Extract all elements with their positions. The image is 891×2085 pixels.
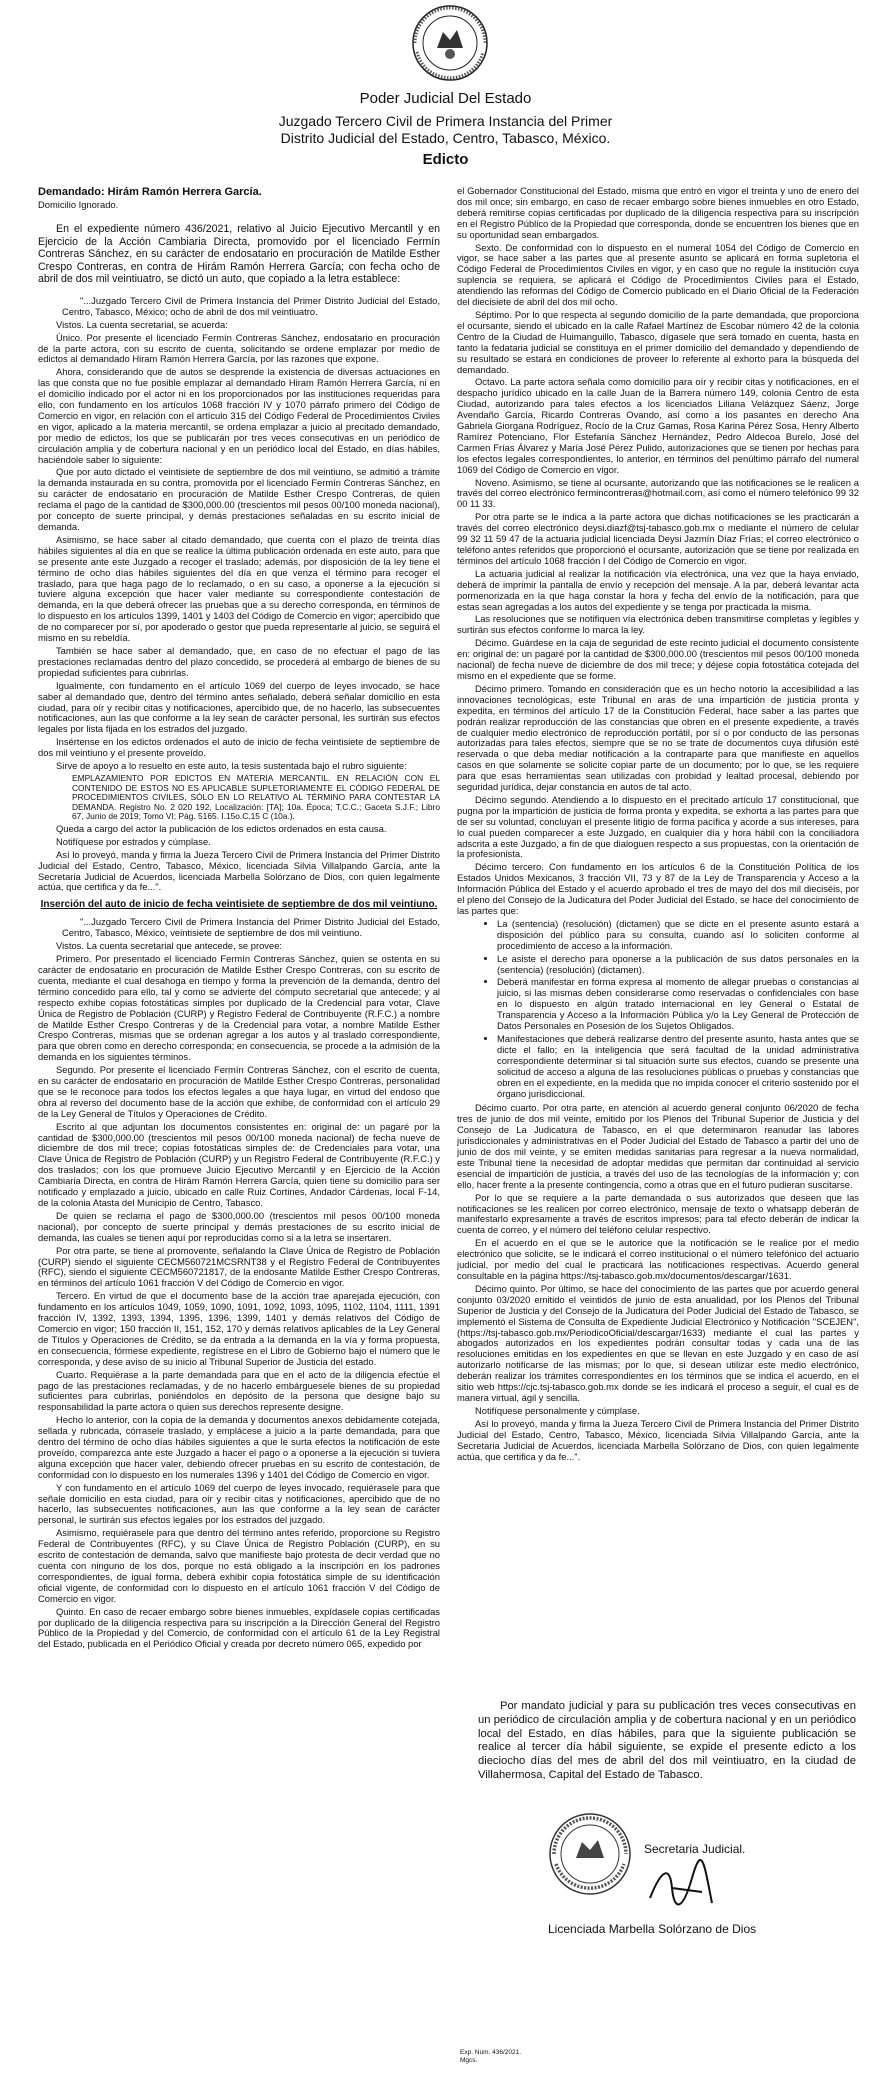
paragraph: Asimismo, se hace saber al citado demandado, que cuenta con el plazo de treinta días hábiles siguientes al día en que se realice la última publicación ordenada en este auto, para que se presente ante este Juzgado a recoger el traslado; además, por disposición de la ley tiene el término de ocho días hábiles siguientes del día en que venza el término para recoger el traslado, para que haga pago de lo reclamado, o en su caso, a oponerse a la ejecución si tuviere alguna excepción que hacer valer mediante su correspondiente contestación de demanda, en la que deberá ofrecer las pruebas que a su derecho corresponda, en términos de lo dispuesto en los artículos 1399, 1401 y 1403 del Código de Comercio en vigor; apercibido que de no comparecer por sí, por apoderado o gestor que pueda representarle al juicio, se seguirá el mismo en su rebeldía. (38, 533, 440, 644)
paragraph: Cuarto. Requiérase a la parte demandada para que en el acto de la diligencia efectúe el pago de las prestaciones reclamadas, y de no hacerlo embárguesele bienes de su propiedad suficientes para cubrirlas, poniéndolos en depósito de la persona que designe bajo su responsabilidad la parte actora o quien sus derechos represente designe. (38, 1368, 440, 1413)
court-name: Poder Judicial Del Estado (359, 90, 532, 107)
paragraph: Segundo. Por presente el licenciado Fermín Contreras Sánchez, con el escrito de cuenta, en su carácter de endosatario en procuración de Matilde Esther Crespo Contreras, personalidad que se le reconoce para todos los efectos legales a que haya lugar, en virtud del endoso que obra al reverso del documento base de la acción que exhibe, de conformidad con el artículo 29 de la Ley General de Títulos y Operaciones de Crédito. (38, 1064, 440, 1119)
paragraph: Así lo proveyó, manda y firma la Jueza Tercero Civil de Primera Instancia del Primer Distrito Judicial del Estado, Centro, Tabasco, México, licenciada Silvia Villalpando García, ante la Secretaria Judicial de Acuerdos, licenciada Marbella Solórzano de Dios, con quien legalmente actúa, que certifica y da fe...". (457, 1417, 859, 1462)
paragraph: Décimo. Guárdese en la caja de seguridad de este recinto judicial el documento consistente en: original de: un pagaré por la cantidad de $300,000.00 (trescientos mil pesos 00/100 moneda nacional) de fecha nueve de diciembre de dos mil trece; y déjese copia fotostática cotejada del mismo en el expediente que se forme. (457, 637, 859, 681)
list-item: • La (sentencia) (resolución) (dictamen) que se dicte en el presente asunto estará a disposición del público para su consulta, cuando así lo soliciten conforme al procedimiento de acceso a la información. (497, 919, 859, 952)
closing-paragraph: Por mandato judicial y para su publicación tres veces consecutivas en un periódico de circulación amplia y de cobertura nacional y en un periódico local del Estado, en días hábiles, para que la siguiente publicación se realice al tercer día hábil siguiente, se expide el presente edicto a los dieciocho días del mes de abril del dos mil veintiuatro, en la ciudad de Villahermosa, Capital del Estado de Tabasco. (478, 1700, 856, 1781)
file-number: Exp. Núm. 436/2021. (460, 2049, 522, 2056)
paragraph: Que por auto dictado el veintisiete de septiembre de dos mil veintiuno, se admitió a trámite la demanda instaurada en su contra, promovida por el licenciado Fermín Contreras Sánchez, en su carácter de endosatario en procuración de Matilde Esther Crespo Contreras, de quien reclama el pago de la cantidad de $300,000.00 (trescientos mil pesos 00/100 moneda nacional), por concepto de suerte principal, y demás prestaciones señaladas en su escrito inicial de demanda. (38, 466, 440, 532)
paragraph: Vistos. La cuenta secretarial que antecede, se provee: (56, 940, 283, 952)
paragraph: Queda a cargo del actor la publicación de los edictos ordenados en esta causa. (56, 822, 387, 834)
list-item: • Deberá manifestar en forma expresa al momento de allegar pruebas o constancias al juicio, si las mismas deben considerarse como reservadas o confidenciales con base en lo dispuesto en algún tratado internacional en ley General o Estatal de Transparencia y Acceso a la Información Pública y/o la Ley General de Protección de Datos Personales en Posesión de los Sujetos Obligados. (497, 977, 859, 1032)
handwritten-signature (642, 1858, 722, 1918)
paragraph: Décimo segundo. Atendiendo a lo dispuesto en el precitado artículo 17 constitucional, que pugna por la impartición de justicia de forma pronta y expedita, se exhorta a las partes para que de ser su voluntad, concluyan el presente litigio de forma pacífica y acorde a sus intereses, para lo cual pueden comparecer a este Juzgado, en cualquier día y hora hábil con la conciliadora adscrita a este Juzgado, a fin de que dialoguen respecto a sus propuestas, con la orientación de la profesionista. (457, 793, 859, 860)
signatory-title: Secretaria Judicial. (644, 1842, 746, 1856)
court-department (0, 113, 891, 147)
paragraph: Sexto. De conformidad con lo dispuesto en el numeral 1054 del Código de Comercio en vigor, se hace saber a las partes que al presente asunto se aplicará en forma supletoria el Código Federal de Procedimientos Civiles en vigor, y en caso que no regule la institución cuya suplencia se requiera, se aplicará el Código de Procedimientos Civiles para el Estado, atendiendo las reformas del Código de Comercio publicado en el Diario Oficial de la Federación del diecisiete de abril del dos mil ocho. (457, 241, 859, 308)
paragraph: Noveno. Asimismo, se tiene al ocursante, autorizando que las notificaciones se le realicen a través del correo electrónico fermincontreras@hotmail.com, así como el número telefónico 99 32 00 11 33. (457, 476, 859, 510)
paragraph: Así lo proveyó, manda y firma la Jueza Tercero Civil de Primera Instancia del Primer Distrito Judicial del Estado, Centro, Tabasco, México, licenciada Silvia Villalpando García, ante la Secretaria Judicial de Acuerdos, licenciada Marbella Solórzano de Dios, con quien legalmente actúa, que certifica y da fe...". (38, 848, 440, 893)
court-stamp-icon (546, 1812, 634, 1896)
paragraph: Asimismo, requiérasele para que dentro del término antes referido, proporcione su Registro Federal de Contribuyentes (RFC), y su Clave Única de Registro Población (CURP), en su escrito de contestación de demanda, salvo que manifieste bajo protesta de decir verdad que no cuenta con ninguno de los dos, porque no está obligado a la inscripción en los padrones correspondientes, de igual forma, deberá exhibir copia fotostática simple de su identificación oficial vigente, de conformidad con lo dispuesto en el artículo 1061 fracción V del Código de Comercio en vigor. (38, 1527, 440, 1604)
paragraph: Décimo tercero. Con fundamento en los artículos 6 de la Constitución Política de los Estados Unidos Mexicanos, 3 fracción VII, 73 y 87 de la Ley de Transparencia y Acceso a la Información Pública del Estado y el acuerdo aprobado el tres de mayo del dos mil dieciséis, por el pleno del Consejo de la Judicatura del Poder Judicial del Estado, se hace del conocimiento de las partes que: (457, 861, 859, 916)
signatory-name: Licenciada Marbella Solórzano de Dios (548, 1922, 757, 1936)
court-department-line1: Juzgado Tercero Civil de Primera Instancia del Primer (278, 113, 613, 129)
paragraph: Por lo que se requiere a la parte demandada o sus autorizados que deseen que las notificaciones se les realicen por correo electrónico, mensaje de texto o whatsapp deberán de manifestarlo expresamente a través de escritos impresos; para tal efecto deberán de indicar la cuenta de correo, y el número del teléfono celular respectivo. (457, 1191, 859, 1236)
paragraph: "...Juzgado Tercero Civil de Primera Instancia del Primer Distrito Judicial del Estado, Centro, Tabasco, México, veintisiete de septiembre de dos mil veintiuno. (62, 916, 440, 939)
paragraph: "...Juzgado Tercero Civil de Primera Instancia del Primer Distrito Judicial del Estado, Centro, Tabasco, México; ocho de abril de dos mil veintiuatro. (62, 294, 440, 317)
paragraph: Vistos. La cuenta secretarial, se acuerda: (56, 318, 228, 330)
list-item: • Manifestaciones que deberá realizarse dentro del presente asunto, hasta antes que se dicte el fallo; en la inteligencia que será facultad de la unidad administrativa correspondiente determinar si tal situación surte sus efectos, cuando se presente una solicitud de acceso a alguna de las resoluciones públicas o pruebas y constancias que obren en el expediente, en la medida que no impida conocer el criterio sostenido por el órgano jurisdiccional. (497, 1034, 859, 1099)
paragraph: Hecho lo anterior, con la copia de la demanda y documentos anexos debidamente cotejada, sellada y rubricada, córrasele traslado, y emplácese a juicio a la parte demandada, para que dentro del término de ocho días hábiles siguientes a que le surta efectos la notificación de este proveído, comparezca ante este Juzgado a hacer el pago o a oponerse a la ejecución si tuviera alguna excepción que hacer valer, debiendo ofrecer pruebas en su escrito de contestación, de conformidad con lo dispuesto en los numerales 1396 y 1401 del Código de Comercio en vigor. (38, 1414, 440, 1480)
paragraph: Quinto. En caso de recaer embargo sobre bienes inmuebles, expídasele copias certificadas por duplicado de la diligencia respectiva para su inscripción a la Dirección General del Registro Público de la Propiedad y del Comercio, de conformidad con el artículo 61 de la Ley Registral del Estado, publicada en el Periódico Oficial y creada por decreto número 065, expedido por (38, 1605, 440, 1650)
defendant-address: Domicilio Ignorado. (38, 199, 119, 210)
paragraph: Insértense en los edictos ordenados el auto de inicio de fecha veintisiete de septiembre de dos mil veintiuno y el presente proveído. (38, 736, 440, 759)
paragraph: Tercero. En virtud de que el documento base de la acción trae aparejada ejecución, con fundamento en los artículos 1049, 1059, 1090, 1091, 1092, 1093, 1095, 1102, 1104, 1111, 1391 fracción IV, 1392, 1393, 1394, 1395, 1396, 1399, 1401 y demás relativos del Código de Comercio en vigor; 150 fracción II, 151, 152, 170 y demás relativos aplicables de la Ley General de Títulos y Operaciones de Crédito, se da entrada a la demanda en la vía y forma propuesta, en consecuencia, fórmese expediente, regístrese en el Libro de Gobierno bajo el número que le corresponda, y dese aviso de su inicio al Tribunal Superior de Justicia del estado. (38, 1290, 440, 1367)
paragraph: Único. Por presente el licenciado Fermín Contreras Sánchez, endosatario en procuración de la parte actora, con su escrito de cuenta, solicitando se ordene emplazar por medio de edictos al demandado Hiram Ramón Herrera García, por las razones que expone. (38, 331, 440, 365)
court-seal-icon (409, 4, 491, 82)
paragraph: Notifíquese personalmente y cúmplase. (475, 1404, 640, 1416)
paragraph: También se hace saber al demandado, que, en caso de no efectuar el pago de las prestaciones reclamadas dentro del plazo concedido, se procederá al embargo de bienes de su propiedad suficientes para cubrirlas. (38, 644, 440, 678)
court-department-line2: Distrito Judicial del Estado, Centro, Tabasco, México. (280, 130, 611, 146)
paragraph: Ahora, considerando que de autos se desprende la existencia de diversas actuaciones en las que consta que no fue posible emplazar al demandado Hiram Ramón Herrera García, ni en el domicilio indicado por el actor ni en los proporcionados por las instituciones requeridas para ello, con fundamento en los artículos 1068 fracción IV y 1070 párrafo primero del Código de Comercio en vigor, en relación con el artículo 315 del Código Federal de Procedimientos Civiles en vigor, aplicado a la materia mercantil, se ordena emplazar a juicio al precitado demandado, por medio de edictos, los que se publicarán por tres veces consecutivas en un periódico de circulación amplia y de cobertura nacional y en un periódico local del Estado, en días hábiles, haciéndole saber lo siguiente: (38, 366, 440, 465)
rights-list (497, 919, 859, 1100)
paragraph: Sirve de apoyo a lo resuelto en este auto, la tesis sustentada bajo el rubro siguiente: (56, 760, 407, 772)
paragraph: Y con fundamento en el artículo 1069 del cuerpo de leyes invocado, requiérasele para que señale domicilio en esta ciudad, para oír y recibir citas y notificaciones, apercibido que de no hacerlo, las subsecuentes notificaciones, aun las que conforme a la ley sean de carácter personal, le surtirán sus efectos legales por los estrados del juzgado. (38, 1481, 440, 1526)
paragraph: Décimo primero. Tomando en consideración que es un hecho notorio la accesibilidad a las innovaciones tecnológicas, este Tribunal en aras de una impartición de justicia pronta y expedita, en términos del artículo 17 de la Constitución Federal, hace saber a las partes que podrán realizar reproducción de las constancias que obren en el presente expediente, a través de cualquier medio electrónico de reproducción portátil, por sí o por conducto de las personas autorizadas para tales efectos, siempre que se no se trate de documentos cuya difusión esté reservada o que deba mediar notificación a la contraparte para que manifieste en aquellos casos en que solamente se solicite copiar parte de un documento; por lo que, se les requiere para que esas herramientas sean utilizadas con probidad y lealtad procesal, debiendo por seguridad jurídica, dejar constancia en autos de tal acto. (457, 682, 859, 793)
right-column (457, 186, 859, 1694)
paragraph: el Gobernador Constitucional del Estado, misma que entró en vigor el treinta y uno de enero del dos mil once; sin embargo, en caso de recaer embargo sobre bienes inmuebles en otro Estado, deberá remitirse copias certificadas por duplicado de la diligencia respectiva para su inscripción en el Registro Público de la Propiedad que corresponda, donde se encuentren los bienes que en su oportunidad sean embargados. (457, 186, 859, 240)
paragraph: Por otra parte se le indica a la parte actora que dichas notificaciones se les practicarán a través del correo electrónico deysi.diazf@tsj-tabasco.gob.mx o mediante el número de celular 99 32 11 59 47 de la actuaria judicial licenciada Deysi Jazmín Díaz Frías; el correo electrónico o teléfono antes referidos que proporcionó el ocursante, autorización que se tiene por realizada en términos del artículo 1068 fracción I del Código de Comercio en vigor. (457, 511, 859, 566)
defendant-name: Demandado: Hirám Ramón Herrera García. (38, 186, 262, 198)
left-column (38, 186, 440, 2038)
paragraph: Igualmente, con fundamento en el artículo 1069 del cuerpo de leyes invocado, se hace saber al demandado que, dentro del término antes señalado, deberá señalar domicilio en esta ciudad, para oír y recibir citas y notificaciones, apercibido que, de no hacerlo, las subsecuentes notificaciones, aun las que conforme a la ley sean de carácter personal, les surtirán sus efectos legales por lista fijada en los estrados del juzgado. (38, 679, 440, 735)
list-item: • Le asiste el derecho para oponerse a la publicación de sus datos personales en la (sentencia) (resolución) (dictamen). (497, 954, 859, 976)
paragraph: Décimo quinto. Por último, se hace del conocimiento de las partes que por acuerdo general conjunto 03/2020 emitido el veintidós de junio de esta anualidad, por los Plenos del Tribunal Superior de Justicia y del Consejo de la Judicatura del Poder Judicial del Estado de Tabasco, se implementó el Sistema de Consulta de Expediente Judicial Electrónico y Notificación "SCEJEN", (https://tsj-tabasco.gob.mx/PeriodicoOficial/descargar/1633) mediante el cual las partes y abogados autorizados en los expedientes podrán consultar todas y cada una de las resoluciones emitidas en los expedientes en que se llevan en este Juzgado y en caso de así autorizarlo notificarse de las mismas; por lo que, si desean utilizar este medio electrónico, deberán realizar los trámites correspondientes en los términos que se indica el acuerdo, en el sitio web https://cjc.tsj-tabasco.gob.mx donde se les indicará el proceso a seguir, el cual es de manera virtual, ágil y sencilla. (457, 1282, 859, 1403)
paragraph: Primero. Por presentado el licenciado Fermín Contreras Sánchez, quien se ostenta en su carácter de endosatario en procuración de Matilde Esther Crespo Contreras, con su escrito de cuenta, mediante el cual desahoga en tiempo y forma la prevención de la demanda, dentro del término concedido para ello, tal y como se advierte del cómputo secretarial que antecede; y al respecto exhibe copias fotostáticas simples por duplicado de la Credencial para votar, Clave Única de Registro de Población (CURP) y Registro Federal de Contribuyente (R.F.C.) a nombre de Matilde Esther Crespo Contreras y de la Credencial para votar, a nombre Matilde Esther Crespo Contreras, mismas que se ordenan agregar a los autos y al traslado correspondiente, para que obren como en derecho corresponda; en consecuencia, se procede a la admisión de la demanda en los siguientes términos. (38, 953, 440, 1063)
paragraph: Notifíquese por estrados y cúmplase. (56, 835, 211, 847)
page-title: Edicto (422, 151, 469, 168)
thesis-citation: EMPLAZAMIENTO POR EDICTOS EN MATERIA MERCANTIL. EN RELACIÓN CON EL CONTENIDO DE ESTOS NO ES APLICABLE SUPLETORIAMENTE EL CÓDIGO FEDERAL DE PROCEDIMIENTOS CIVILES, SÓLO EN LO RELATIVO AL TÉRMINO PARA CONTESTAR LA DEMANDA. Registro No. 2 020 192, Localización: [TA]; 10a. Época; T.C.C.; Gaceta S.J.F.; Libro 67, Junio de 2019; Tomo VI; Pág. 5165. I.15o.C.15 C (10a.). (72, 772, 440, 822)
paragraph: De quien se reclama el pago de $300,000.00 (trescientos mil pesos 00/100 moneda nacional), por concepto de suerte principal y demás prestaciones de su escrito inicial de demanda, las cuales se tienen aquí por reproducidas como si a la letra se insertaren. (38, 1209, 440, 1243)
paragraph: Décimo cuarto. Por otra parte, en atención al acuerdo general conjunto 06/2020 de fecha tres de junio de dos mil veinte, emitido por los Plenos del Tribunal Superior de Justicia y del Consejo de La Judicatura de Tabasco, en el que determinaron reanudar las labores jurisdiccionales y administrativas en el Poder Judicial del Estado de Tabasco a partir del uno de junio de dos mil veinte, y se emiten medidas sanitarias para regresar a la nueva normalidad, este Tribunal tiene la necesidad de adoptar medidas que permitan dar continuidad al servicio esencial de impartición de justicia, a través del uso de las tecnologías de la información y; con ello, hacer frente a la presente contingencia, como a otras que en el futuro pudieran suscitarse. (457, 1102, 859, 1190)
paragraph: Séptimo. Por lo que respecta al segundo domicilio de la parte demandada, que proporciona el ocursante, siendo el ubicado en la calle Rafael Martínez de Escobar número 42 de la colonia Centro de la Ciudad de Huimanguillo, Tabasco, dígasele que será tomado en cuenta, hasta en tanto la fedataria judicial se constituya en el primer domicilio del demandado y dependiendo de su resultado se estará en condiciones de proveer lo referente al exhorto para la búsqueda del demandado. (457, 308, 859, 375)
paragraph: Las resoluciones que se notifiquen vía electrónica deben transmitirse completas y legibles y surtirán sus efectos conforme lo marca la ley. (457, 613, 859, 636)
paragraph: Escrito al que adjuntan los documentos consistentes en: original de: un pagaré por la cantidad de $300,000.00 (trescientos mil pesos 00/100 moneda nacional) de fecha nueve de diciembre de dos mil trece; copias fotostáticas simples de: de Credenciales para votar, una Clave Única de Registro de Población (CURP) y un Registro Federal de Contribuyente (R.F.C.) y dos traslados; con los que promueve Juicio Ejecutivo Mercantil y en Ejercicio de la Acción Cambiaria Directa, en contra de Hirám Ramón Herrera García, quien tiene su domicilio para ser notificado y emplazado a juicio, ubicado en calle Ruiz Cortines, Andador Cárdenas, local F-14, de la colonia Atasta del Municipio de Centro, Tabasco. (38, 1120, 440, 1208)
clerk-initials: Mgcs. (460, 2057, 478, 2064)
paragraph: La actuaria judicial al realizar la notificación vía electrónica, una vez que la haya enviado, deberá de imprimir la pantalla de envío y recepción del mensaje. A la par, deberá levantar acta pormenorizada en la que haga constar la hora y fecha del envío de la notificación, para que estas sean agregadas a los autos del expediente y se tenga por practicada la misma. (457, 567, 859, 612)
paragraph: Por otra parte, se tiene al promovente, señalando la Clave Única de Registro de Población (CURP) siendo el siguiente CECM560721MCSRNT38 y el Registro Federal de Contribuyentes (RFC), siendo el siguiente CECM560721817, de la endosante Matilde Esther Crespo Contreras, en términos del artículo 1061 fracción V del Código de Comercio en vigor. (38, 1244, 440, 1289)
paragraph: Octavo. La parte actora señala como domicilio para oír y recibir citas y notificaciones, en el despacho jurídico ubicado en la calle Juan de la Barrera número 149, colonia Centro de esta Ciudad, autorizando para tales efectos a los licenciados Liliana Velázquez Sáenz, Jorge Avendaño García, Ricardo Contreras Ovando, así como a los pasantes en derecho Ana Gabriela Giorgana Rodríguez, Rocío de la Cruz Gamas, Rosa Karina Pérez Sosa, Henry Alberto Ramírez Potenciano, Flor Estefanía Sánchez Hernández, Pedro Aldecoa Burelo, José del Carmen Frías Álvarez y María José Pérez Pulido, autorizaciones que se tienen por hechas para los efectos legales correspondientes, lo anterior, en términos del penúltimo párrafo del numeral 1069 del Código de Comercio en vigor. (457, 376, 859, 475)
intro-paragraph: En el expediente número 436/2021, relativo al Juicio Ejecutivo Mercantil y en Ejercicio de la Acción Cambiaria Directa, promovido por el licenciado Fermín Contreras Sánchez, en su carácter de endosatario en procuración de Matilde Esther Crespo Contreras, en contra de Hirám Ramón Herrera García; con fecha ocho de abril de dos mil veintiuatro, se dictó un auto, que copiado a la letra establece: (38, 222, 440, 286)
footer (460, 2049, 521, 2065)
paragraph: En el acuerdo en el que se le autorice que la notificación se le realice por el medio electrónico que solicite, se le indicará el correo institucional o el número telefónico del actuario judicial, por medio del cual le practicará las notificaciones respectivas. Acuerdo general consultable en la página https://tsj-tabasco.gob.mx/documentos/descargar/1631. (457, 1237, 859, 1281)
section-subtitle: Inserción del auto de inicio de fecha veintisiete de septiembre de dos mil veintiuno. (40, 899, 438, 911)
